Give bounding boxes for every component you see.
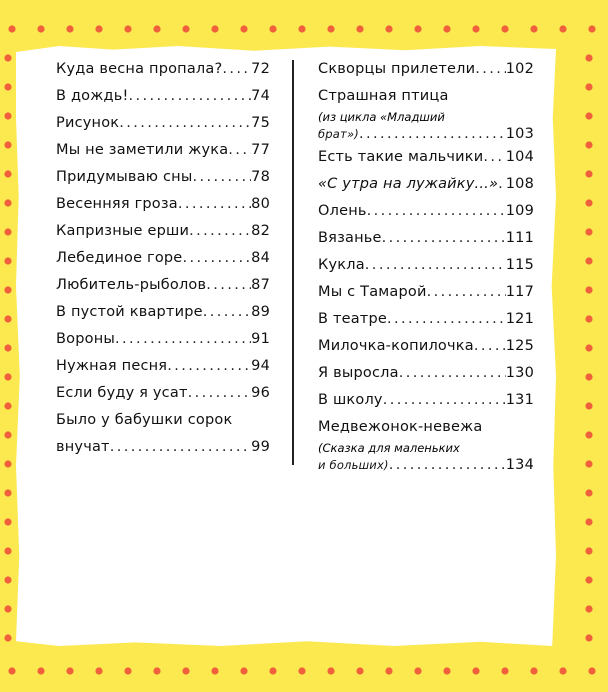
border-dot xyxy=(585,170,592,177)
entry-title: Лебединое горе xyxy=(56,250,183,266)
entry-page: 104 xyxy=(505,149,534,165)
entry-title: Рисунок xyxy=(56,115,120,131)
entry-page: 91 xyxy=(251,331,270,347)
toc-entry xyxy=(56,164,270,191)
entry-title: В пустой квартире xyxy=(56,304,203,320)
leader-dots xyxy=(110,434,251,461)
toc-entry xyxy=(318,333,534,360)
toc-entry xyxy=(318,387,534,414)
border-dot xyxy=(153,667,160,674)
border-dot xyxy=(4,344,11,351)
border-dot xyxy=(4,286,11,293)
leader-dots xyxy=(167,353,251,380)
entry-page: 74 xyxy=(251,88,270,104)
border-dot xyxy=(4,373,11,380)
border-dot xyxy=(8,25,15,32)
entry-title: Куда весна пропала? xyxy=(56,61,223,77)
leader-dots xyxy=(427,279,506,306)
entry-page: 75 xyxy=(251,115,270,131)
border-dot xyxy=(4,170,11,177)
border-dot xyxy=(588,667,595,674)
entry-title: Мы не заметили жука xyxy=(56,142,229,158)
entry-title: «С утра на лужайку...» xyxy=(318,176,499,192)
border-dot xyxy=(585,141,592,148)
leader-dots xyxy=(228,137,251,164)
border-dot xyxy=(153,25,160,32)
toc-entry xyxy=(56,272,270,299)
entry-title: Весенняя гроза xyxy=(56,196,178,212)
border-dot xyxy=(588,25,595,32)
border-dot xyxy=(585,54,592,61)
leader-dots xyxy=(359,124,506,144)
toc-entry xyxy=(56,56,270,83)
column-divider xyxy=(292,60,294,465)
leader-dots xyxy=(206,272,251,299)
entry-page: 72 xyxy=(251,61,270,77)
border-dot xyxy=(530,25,537,32)
border-dot xyxy=(585,402,592,409)
entry-page: 131 xyxy=(505,392,534,408)
entry-title-line: Было у бабушки сорок xyxy=(56,412,233,428)
toc-entry xyxy=(318,124,534,144)
border-dot xyxy=(585,634,592,641)
border-dot xyxy=(585,83,592,90)
leader-dots xyxy=(119,110,251,137)
border-dot xyxy=(327,667,334,674)
entry-subtitle: (из цикла «Младший xyxy=(318,110,445,124)
border-dot xyxy=(501,25,508,32)
border-dot xyxy=(298,667,305,674)
leader-dots xyxy=(498,171,506,198)
toc-entry xyxy=(318,198,534,225)
entry-title: Любитель-рыболов xyxy=(56,277,207,293)
border-dot xyxy=(124,25,131,32)
border-dot xyxy=(37,667,44,674)
border-dot xyxy=(95,667,102,674)
toc-entry xyxy=(56,110,270,137)
entry-page: 99 xyxy=(251,439,270,455)
entry-title: Вороны xyxy=(56,331,116,347)
entry-title: Мы с Тамарой xyxy=(318,284,427,300)
toc-entry xyxy=(318,171,534,198)
entry-page: 115 xyxy=(505,257,534,273)
leader-dots xyxy=(387,306,506,333)
entry-title: Медвежонок-невежа xyxy=(318,419,483,435)
toc-entry xyxy=(318,279,534,306)
leader-dots xyxy=(192,164,251,191)
border-dot xyxy=(585,228,592,235)
border-dot xyxy=(4,431,11,438)
entry-page: 117 xyxy=(505,284,534,300)
border-dot xyxy=(472,667,479,674)
entry-page: 87 xyxy=(251,277,270,293)
leader-dots xyxy=(483,144,505,171)
leader-dots xyxy=(203,299,251,326)
toc-entry xyxy=(56,245,270,272)
leader-dots xyxy=(474,333,506,360)
entry-title: Нужная песня xyxy=(56,358,168,374)
leader-dots xyxy=(178,191,251,218)
entry-page: 134 xyxy=(505,457,534,473)
border-dot xyxy=(4,315,11,322)
leader-dots xyxy=(383,387,506,414)
entry-page: 94 xyxy=(251,358,270,374)
leader-dots xyxy=(115,326,251,353)
entry-title: Олень xyxy=(318,203,367,219)
entry-title: В школу xyxy=(318,392,383,408)
entry-page: 121 xyxy=(505,311,534,327)
border-dot xyxy=(211,25,218,32)
border-dot xyxy=(585,547,592,554)
entry-page: 109 xyxy=(505,203,534,219)
border-dot xyxy=(240,667,247,674)
border-dot xyxy=(443,667,450,674)
entry-page: 108 xyxy=(505,176,534,192)
entry-page: 80 xyxy=(251,196,270,212)
border-dot xyxy=(182,25,189,32)
contents-right-column xyxy=(318,56,534,475)
border-dot xyxy=(4,402,11,409)
entry-title: Если буду я усат xyxy=(56,385,188,401)
toc-entry xyxy=(56,218,270,245)
toc-entry xyxy=(56,380,270,407)
toc-entry xyxy=(56,83,270,110)
border-dot xyxy=(4,547,11,554)
entry-page: 89 xyxy=(251,304,270,320)
toc-entry xyxy=(318,225,534,252)
border-dot xyxy=(4,605,11,612)
entry-title: Страшная птица xyxy=(318,88,449,104)
border-dot xyxy=(414,667,421,674)
entry-title: Капризные ерши xyxy=(56,223,190,239)
border-dot xyxy=(585,315,592,322)
border-dot xyxy=(298,25,305,32)
toc-entry xyxy=(318,252,534,279)
border-dot xyxy=(4,257,11,264)
border-dot xyxy=(4,576,11,583)
toc-entry xyxy=(318,56,534,83)
entry-title: Кукла xyxy=(318,257,365,273)
border-dot xyxy=(414,25,421,32)
entry-page: 78 xyxy=(251,169,270,185)
entry-page: 111 xyxy=(505,230,534,246)
toc-entry xyxy=(318,360,534,387)
entry-title: В театре xyxy=(318,311,387,327)
border-dot xyxy=(4,141,11,148)
border-dot xyxy=(4,460,11,467)
border-dot xyxy=(585,112,592,119)
border-dot xyxy=(385,667,392,674)
leader-dots xyxy=(365,252,506,279)
border-dot xyxy=(585,431,592,438)
border-dot xyxy=(356,25,363,32)
border-dot xyxy=(37,25,44,32)
toc-entry xyxy=(56,137,270,164)
entry-page: 102 xyxy=(505,61,534,77)
border-dot xyxy=(585,605,592,612)
border-dot xyxy=(4,518,11,525)
border-dot xyxy=(585,199,592,206)
entry-page: 103 xyxy=(505,126,534,142)
entry-page: 77 xyxy=(251,142,270,158)
border-dot xyxy=(585,518,592,525)
border-dot xyxy=(4,83,11,90)
entry-page: 130 xyxy=(505,365,534,381)
entry-title: В дождь! xyxy=(56,88,129,104)
leader-dots xyxy=(222,56,251,83)
border-dot xyxy=(501,667,508,674)
toc-entry xyxy=(56,434,270,461)
leader-dots xyxy=(399,360,506,387)
leader-dots xyxy=(389,455,506,475)
border-dot xyxy=(269,25,276,32)
leader-dots xyxy=(189,218,251,245)
entry-title: Скворцы прилетели xyxy=(318,61,476,77)
leader-dots xyxy=(382,225,506,252)
entry-title: внучат xyxy=(56,439,110,455)
toc-entry xyxy=(318,455,534,475)
border-dot xyxy=(585,460,592,467)
border-dot xyxy=(356,667,363,674)
border-dot xyxy=(585,576,592,583)
border-dot xyxy=(4,489,11,496)
border-dot xyxy=(182,667,189,674)
border-dot xyxy=(4,228,11,235)
border-dot xyxy=(240,25,247,32)
border-dot xyxy=(211,667,218,674)
border-dot xyxy=(559,667,566,674)
toc-entry xyxy=(318,144,534,171)
border-dot xyxy=(585,489,592,496)
toc-entry xyxy=(56,191,270,218)
leader-dots xyxy=(475,56,506,83)
entry-title: Придумываю сны xyxy=(56,169,193,185)
border-dot xyxy=(66,667,73,674)
border-dot xyxy=(559,25,566,32)
entry-page: 82 xyxy=(251,223,270,239)
border-dot xyxy=(443,25,450,32)
border-dot xyxy=(4,199,11,206)
entry-page: 125 xyxy=(505,338,534,354)
entry-page: 84 xyxy=(251,250,270,266)
leader-dots xyxy=(129,83,252,110)
entry-subtitle: брат») xyxy=(318,127,359,141)
leader-dots xyxy=(188,380,252,407)
border-dot xyxy=(4,112,11,119)
leader-dots xyxy=(182,245,251,272)
entry-title: Есть такие мальчики xyxy=(318,149,484,165)
border-dot xyxy=(269,667,276,674)
border-dot xyxy=(327,25,334,32)
border-dot xyxy=(585,344,592,351)
entry-title: Я выросла xyxy=(318,365,399,381)
toc-entry xyxy=(56,353,270,380)
entry-subtitle: и больших) xyxy=(318,458,389,472)
border-dot xyxy=(4,54,11,61)
leader-dots xyxy=(367,198,506,225)
border-dot xyxy=(585,257,592,264)
entry-title: Милочка-копилочка xyxy=(318,338,474,354)
border-dot xyxy=(472,25,479,32)
border-dot xyxy=(585,373,592,380)
border-dot xyxy=(95,25,102,32)
toc-entry xyxy=(56,299,270,326)
entry-subtitle: (Сказка для маленьких xyxy=(318,441,460,455)
border-dot xyxy=(4,634,11,641)
toc-entry xyxy=(56,326,270,353)
border-dot xyxy=(66,25,73,32)
border-dot xyxy=(8,667,15,674)
entry-title: Вязанье xyxy=(318,230,382,246)
border-dot xyxy=(530,667,537,674)
entry-page: 96 xyxy=(251,385,270,401)
border-dot xyxy=(385,25,392,32)
contents-left-column xyxy=(56,56,270,461)
toc-entry xyxy=(318,306,534,333)
border-dot xyxy=(124,667,131,674)
border-dot xyxy=(585,286,592,293)
